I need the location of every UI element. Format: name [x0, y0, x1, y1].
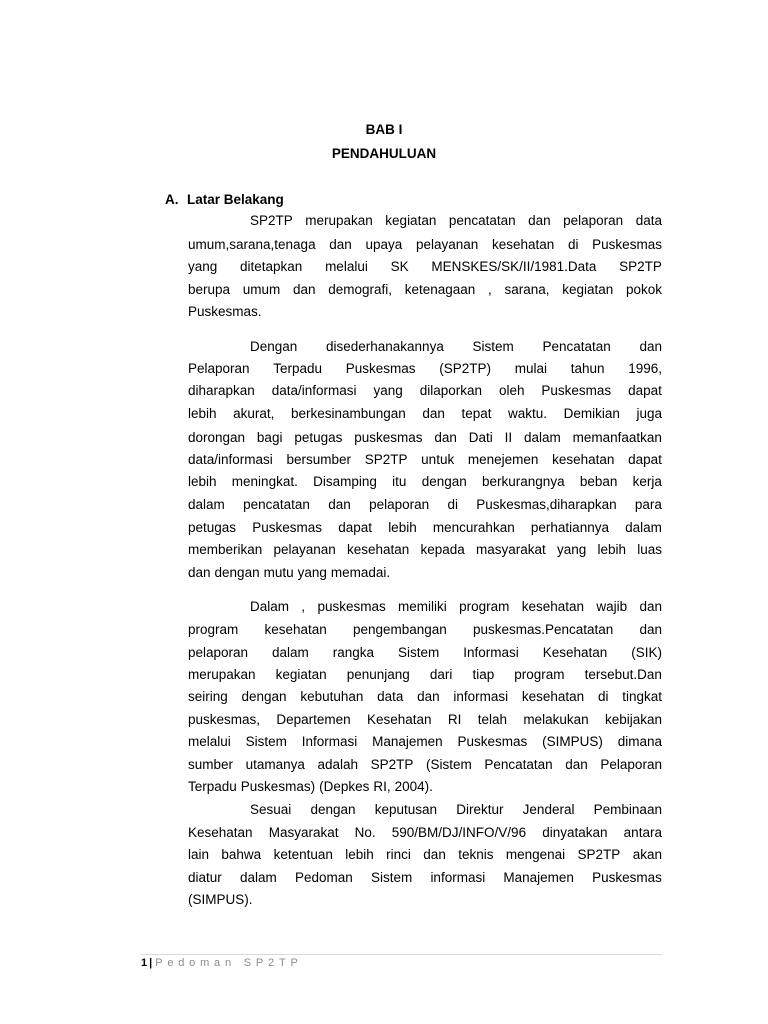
footer-document-title: Pedoman SP2TP — [155, 957, 303, 969]
paragraph-line: pelaporan dalam rangka Sistem Informasi Kesehatan (SIK) — [188, 645, 662, 660]
section-heading — [165, 192, 284, 208]
section-title: Latar Belakang — [187, 192, 284, 207]
paragraph-line: (SIMPUS). — [188, 892, 253, 907]
paragraph-line: Sesuai dengan keputusan Direktur Jenderal Pembinaan — [250, 802, 662, 817]
paragraph-line: yang ditetapkan melalui SK MENSKES/SK/II/1981.Data SP2TP — [188, 259, 662, 274]
paragraph-line: Dengan disederhanakannya Sistem Pencatatan dan — [250, 339, 662, 354]
paragraph-line: seiring dengan kebutuhan data dan informasi kesehatan di tingkat — [188, 689, 662, 704]
paragraph-line: program kesehatan pengembangan puskesmas.Pencatatan dan — [188, 622, 662, 637]
chapter-title: PENDAHULUAN — [331, 146, 437, 161]
section-letter: A. — [165, 192, 179, 207]
paragraph-line: umum,sarana,tenaga dan upaya pelayanan kesehatan di Puskesmas — [188, 237, 662, 252]
paragraph-line: SP2TP merupakan kegiatan pencatatan dan pelaporan data — [250, 213, 662, 228]
paragraph-line: berupa umum dan demografi, ketenagaan , sarana, kegiatan pokok — [188, 282, 662, 297]
paragraph-line: sumber utamanya adalah SP2TP (Sistem Pencatatan dan Pelaporan — [188, 757, 662, 772]
page-number: 1 — [141, 957, 148, 969]
paragraph-line: Dalam , puskesmas memiliki program kesehatan wajib dan — [250, 599, 662, 614]
page-footer — [141, 957, 303, 969]
paragraph-line: diharapkan data/informasi yang dilaporkan oleh Puskesmas dapat — [188, 383, 662, 398]
chapter-number: BAB I — [365, 122, 403, 137]
paragraph-line: lebih akurat, berkesinambungan dan tepat waktu. Demikian juga — [188, 406, 662, 421]
paragraph-line: dorongan bagi petugas puskesmas dan Dati II dalam memanfaatkan — [188, 430, 662, 445]
footer-separator: | — [149, 957, 153, 969]
paragraph-line: Terpadu Puskesmas) (Depkes RI, 2004). — [188, 779, 433, 794]
paragraph-line: Pelaporan Terpadu Puskesmas (SP2TP) mulai tahun 1996, — [188, 361, 662, 376]
paragraph-line: dan dengan mutu yang memadai. — [188, 565, 391, 580]
paragraph-line: diatur dalam Pedoman Sistem informasi Manajemen Puskesmas — [188, 870, 662, 885]
paragraph-line: lebih meningkat. Disamping itu dengan berkurangnya beban kerja — [188, 474, 662, 489]
paragraph-line: Puskesmas. — [188, 304, 262, 319]
paragraph-line: puskesmas, Departemen Kesehatan RI telah melakukan kebijakan — [188, 712, 662, 727]
footer-divider — [140, 954, 662, 955]
paragraph-line: merupakan kegiatan penunjang dari tiap program tersebut.Dan — [188, 667, 662, 682]
paragraph-line: memberikan pelayanan kesehatan kepada masyarakat yang lebih luas — [188, 542, 662, 557]
paragraph-line: data/informasi bersumber SP2TP untuk menejemen kesehatan dapat — [188, 452, 662, 467]
paragraph-line: petugas Puskesmas dapat lebih mencurahkan perhatiannya dalam — [188, 520, 662, 535]
paragraph-line: melalui Sistem Informasi Manajemen Puskesmas (SIMPUS) dimana — [188, 734, 662, 749]
paragraph-line: dalam pencatatan dan pelaporan di Puskesmas,diharapkan para — [188, 497, 662, 512]
paragraph-line: lain bahwa ketentuan lebih rinci dan teknis mengenai SP2TP akan — [188, 847, 662, 862]
paragraph-line: Kesehatan Masyarakat No. 590/BM/DJ/INFO/V/96 dinyatakan antara — [188, 825, 662, 840]
